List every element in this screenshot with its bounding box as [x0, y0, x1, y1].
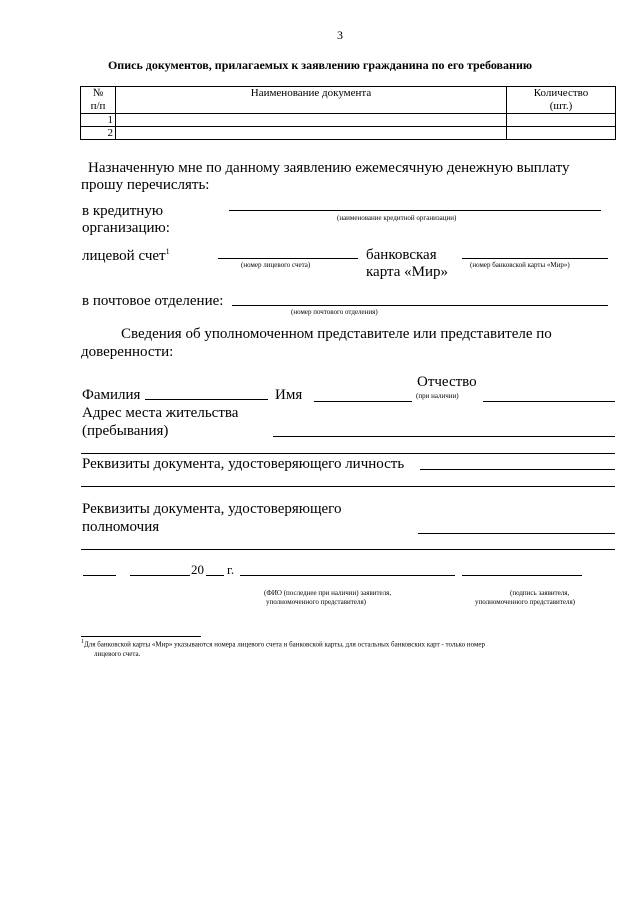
credit-org-label-1: в кредитную [82, 203, 164, 219]
header-number-line1: № [92, 87, 104, 99]
header-number-line2: п/п [90, 100, 106, 112]
account-number-field[interactable] [218, 258, 358, 259]
post-office-caption: (номер почтового отделения) [291, 308, 378, 316]
signature-caption-1: (подпись заявителя, [510, 589, 570, 597]
footnote-text-line2: лицевого счета. [94, 650, 141, 658]
payment-intro-line2: прошу перечислять: [81, 177, 210, 193]
id-document-field-line2[interactable] [81, 486, 615, 487]
header-name-text: Наименование документа [250, 87, 372, 99]
name-field[interactable] [314, 401, 412, 402]
footnote-mark: 1 [81, 639, 84, 645]
authority-field-line2[interactable] [81, 549, 615, 550]
header-quantity-line1: Количество [533, 87, 589, 99]
header-number [81, 87, 116, 114]
address-field-line2[interactable] [81, 453, 615, 454]
fio-caption-1: (ФИО (последнее при наличии) заявителя, [264, 589, 392, 597]
credit-org-caption: (наименование кредитной организации) [337, 214, 457, 222]
representative-intro-line2: доверенности: [81, 344, 174, 360]
payment-intro-line1: Назначенную мне по данному заявлению ежемесячную денежную выплату [88, 160, 570, 176]
page-number: 3 [337, 28, 343, 42]
authority-field-line1[interactable] [418, 533, 615, 534]
row-quantity-cell[interactable] [507, 127, 616, 140]
id-document-field-line1[interactable] [420, 469, 615, 470]
documents-table [80, 86, 616, 140]
name-label: Имя [275, 387, 303, 403]
footnote-text-line1: Для банковской карты «Мир» указываются номера лицевого счета и банковской карты, для остальных банковских карт - только номер [84, 640, 485, 649]
account-footnote-mark: 1 [165, 247, 170, 256]
card-caption: (номер банковской карты «Мир») [470, 261, 570, 269]
patronymic-label: Отчество [417, 374, 477, 390]
table-header-row [81, 87, 616, 114]
authority-label-2: полномочия [82, 519, 160, 535]
address-label-1: Адрес места жительства [82, 405, 239, 421]
row-document-name-cell[interactable] [116, 127, 507, 140]
document-title: Опись документов, прилагаемых к заявлению гражданина по его требованию [107, 58, 533, 72]
table-row [81, 127, 616, 140]
card-label-2: карта «Мир» [366, 264, 449, 280]
row-document-name-cell[interactable] [116, 114, 507, 127]
footnote [81, 639, 485, 648]
date-year-prefix: 20 [191, 562, 204, 577]
header-quantity-line2: (шт.) [549, 100, 573, 112]
credit-org-label-2: организацию: [82, 220, 170, 236]
post-office-field[interactable] [232, 305, 608, 306]
card-number-field[interactable] [462, 258, 608, 259]
date-month-field[interactable] [130, 575, 190, 576]
table-row [81, 114, 616, 127]
credit-org-field[interactable] [229, 210, 601, 211]
date-day-field[interactable] [83, 575, 116, 576]
signature-caption-2: уполномоченного представителя) [475, 598, 576, 606]
surname-field[interactable] [145, 399, 268, 400]
account-caption: (номер лицевого счета) [241, 261, 311, 269]
account-label-text: лицевой счет [82, 248, 166, 264]
header-quantity [507, 87, 616, 114]
row-number: 2 [81, 127, 116, 140]
address-field-line1[interactable] [273, 436, 615, 437]
authority-label-1: Реквизиты документа, удостоверяющего [82, 501, 342, 517]
header-document-name [116, 87, 507, 114]
fio-field[interactable] [240, 575, 455, 576]
footnote-separator [81, 636, 201, 637]
signature-field[interactable] [462, 575, 582, 576]
row-number: 1 [81, 114, 116, 127]
account-label [82, 247, 170, 265]
surname-label: Фамилия [82, 387, 141, 403]
representative-intro-line1: Сведения об уполномоченном представителе или представителе по [121, 326, 552, 342]
row-quantity-cell[interactable] [507, 114, 616, 127]
address-label-2: (пребывания) [82, 423, 169, 439]
patronymic-caption: (при наличии) [416, 392, 459, 400]
patronymic-field[interactable] [483, 401, 615, 402]
fio-caption-2: уполномоченного представителя) [266, 598, 367, 606]
card-label-1: банковская [366, 247, 437, 263]
id-document-label: Реквизиты документа, удостоверяющего личность [82, 456, 405, 472]
date-year-field[interactable] [206, 575, 224, 576]
date-year-suffix: г. [227, 562, 235, 577]
post-office-label: в почтовое отделение: [82, 293, 224, 309]
